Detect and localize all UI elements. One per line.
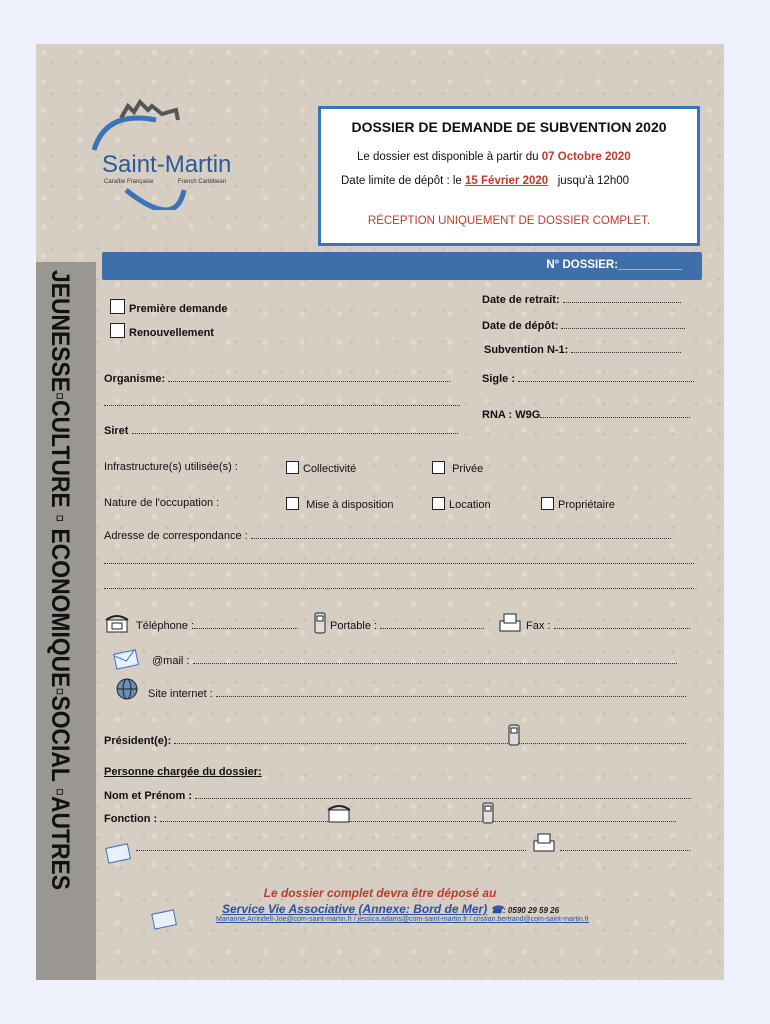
date-depot-field[interactable]: Date de dépôt: [482,319,685,332]
fax-icon [498,612,522,634]
renouvellement-checkbox[interactable] [110,323,125,338]
mobile-phone-icon [312,610,328,636]
dossier-number-label: N° DOSSIER:__________ [546,259,682,271]
sigle-field[interactable]: Sigle : [482,372,694,385]
nom-prenom-field[interactable]: Nom et Prénom : [104,789,691,802]
svg-text:French Caribbean: French Caribbean [178,179,227,185]
mise-disposition-option[interactable]: Mise à disposition [286,497,394,511]
site-internet-field[interactable]: Site internet : [148,687,686,700]
contact-fax-icon [532,832,556,854]
fax-field[interactable]: Fax : [526,619,690,632]
telephone-field[interactable]: Téléphone : [136,619,298,632]
adresse-field[interactable]: Adresse de correspondance : [104,529,671,542]
siret-field[interactable]: Siret [104,424,458,437]
complete-notice: RÉCEPTION UNIQUEMENT DE DOSSIER COMPLET. [367,215,651,227]
availability-line: Le dossier est disponible à partir du 07 Octobre 2020 [357,151,631,163]
premiere-demande-option[interactable]: Première demande [110,299,227,315]
mail-field[interactable]: @mail : [152,654,677,667]
mail-icon [112,646,140,672]
contact-mail-icon [104,840,132,866]
phone-glyph-icon: ☎ [490,905,504,916]
personne-chargee-heading: Personne chargée du dossier: [104,766,262,778]
president-field[interactable]: Président(e): [104,734,686,747]
svg-text:Caraïbe Française: Caraïbe Française [104,179,154,185]
renouvellement-option[interactable]: Renouvellement [110,323,214,339]
header-box [318,106,700,246]
footer-deposit-line: Le dossier complet devra être déposé au [263,886,497,900]
form-page [36,44,724,980]
contact-telephone-icon [326,802,352,824]
organisme-field[interactable]: Organisme: [104,372,450,385]
president-mobile-icon [506,722,522,748]
privee-option[interactable]: Privée [432,461,483,475]
category-list: JEUNESSE▫CULTURE ▫ ECONOMIQUE▫SOCIAL ▫AUTRES [46,270,74,948]
proprietaire-checkbox[interactable] [541,497,554,510]
premiere-demande-checkbox[interactable] [110,299,125,314]
contact-fax-line[interactable] [560,841,690,854]
portable-field[interactable]: Portable : [330,619,484,632]
privee-checkbox[interactable] [432,461,445,474]
footer-emails[interactable]: Marianne.Arrindell-Joe@com-saint-martin.fr / jessica.adams@com-saint-martin.fr / cristian.bertrand@com-saint-martin.fr [216,916,589,923]
proprietaire-option[interactable]: Propriétaire [541,497,615,511]
adresse-line-3[interactable] [104,579,694,592]
rna-field[interactable]: RNA : W9G [482,408,690,421]
adresse-line-2[interactable] [104,554,694,567]
contact-mobile-icon [480,800,496,826]
dossier-number-bar [102,252,702,280]
contact-mail-line[interactable] [136,841,526,854]
globe-icon [114,676,140,702]
infrastructure-label: Infrastructure(s) utilisée(s) : [104,461,238,473]
saint-martin-logo [66,80,266,210]
svg-text:Saint-Martin: Saint-Martin [102,151,232,178]
date-retrait-field[interactable]: Date de retrait: [482,293,681,306]
category-sidebar [36,262,96,980]
location-checkbox[interactable] [432,497,445,510]
subvention-field[interactable]: Subvention N-1: [484,343,681,356]
telephone-icon [104,612,130,634]
footer-mail-icon [150,906,178,932]
deadline-line: Date limite de dépôt : le 15 Février 2020 jusqu'à 12h00 [341,175,630,187]
collectivite-checkbox[interactable] [286,461,299,474]
fonction-field[interactable]: Fonction : [104,812,676,825]
mise-disposition-checkbox[interactable] [286,497,299,510]
collectivite-option[interactable]: Collectivité [286,461,356,475]
form-title: DOSSIER DE DEMANDE DE SUBVENTION 2020 [351,119,667,135]
footer-service-line: Service Vie Associative (Annexe: Bord de Mer) ☎: 0590 29 59 26 [222,902,560,916]
organisme-line-2[interactable] [104,396,460,409]
location-option[interactable]: Location [432,497,491,511]
nature-label: Nature de l'occupation : [104,497,220,509]
